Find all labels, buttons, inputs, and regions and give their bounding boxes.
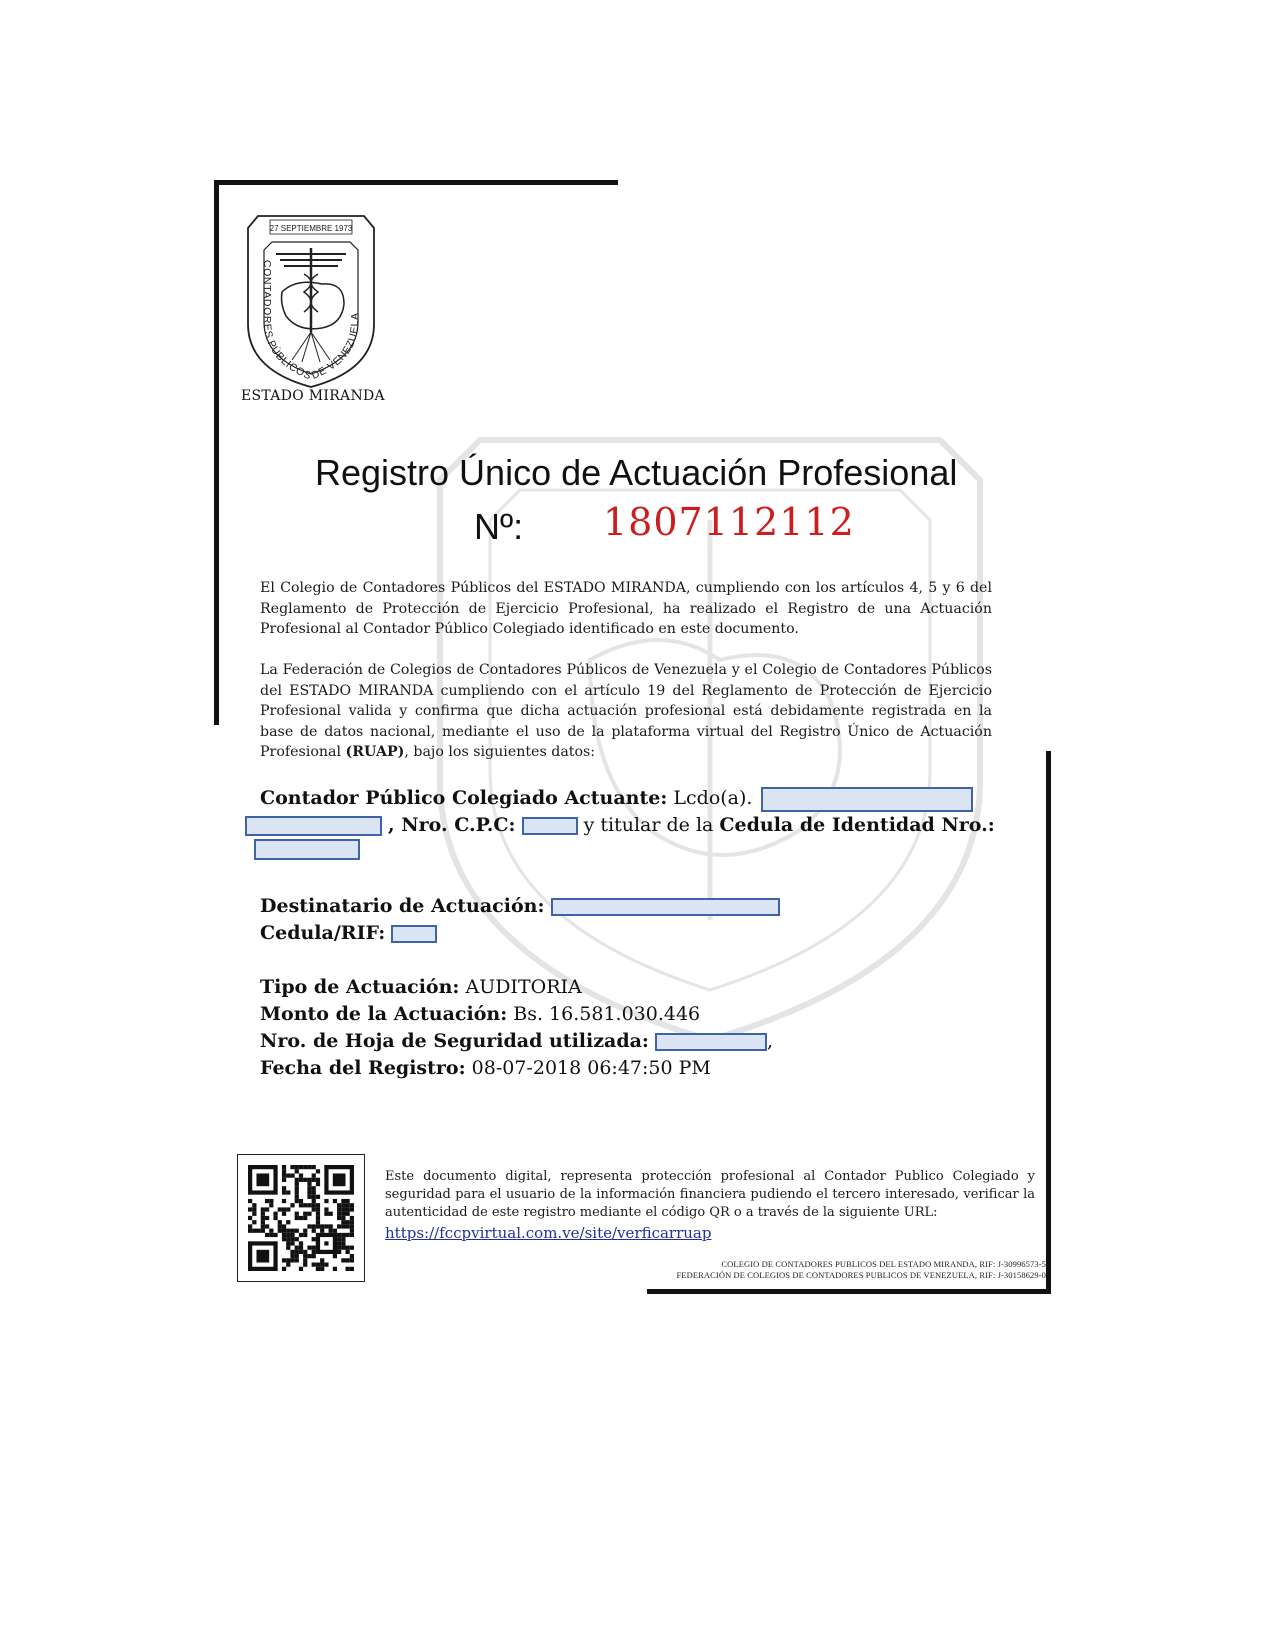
redacted-rif <box>391 925 437 943</box>
frame-right-line <box>1046 751 1051 1294</box>
redacted-cedula-number <box>254 839 360 860</box>
fecha-row <box>260 1055 711 1082</box>
rif-row <box>260 920 437 947</box>
rif-federacion: FEDERACIÓN DE COLEGIOS DE CONTADORES PUBLICOS DE VENEZUELA, RIF: J-30158629-0 <box>676 1270 1046 1280</box>
validation-paragraph-end: , bajo los siguientes datos: <box>404 744 596 760</box>
frame-top-line <box>214 180 618 185</box>
state-label: ESTADO MIRANDA <box>241 388 385 404</box>
cpc-row <box>245 812 995 839</box>
qr-code-pattern <box>248 1165 354 1271</box>
registry-number-label: Nº: <box>474 506 524 547</box>
redacted-contador-name <box>761 787 973 812</box>
qr-code[interactable] <box>237 1154 365 1282</box>
rif-lines <box>676 1259 1046 1281</box>
ruap-abbreviation: (RUAP) <box>345 744 405 760</box>
cpc-label: , Nro. C.P.C: <box>388 814 516 836</box>
cedula-label: Cedula de Identidad Nro.: <box>719 814 995 836</box>
contador-row <box>260 785 992 812</box>
titular-text: y titular de la <box>583 814 714 836</box>
contador-label: Contador Público Colegiado Actuante: <box>260 787 668 809</box>
verification-url-link[interactable]: https://fccpvirtual.com.ve/site/verficarruap <box>385 1224 712 1242</box>
verification-note: Este documento digital, representa protección profesional al Contador Publico Colegiado y seguridad para el usuario de la información financiera pudiendo el tercero interesado, verificar la autenticidad de este registro mediante el código QR o a través de la siguiente URL: <box>385 1169 1035 1220</box>
seal-date-text: 27 SEPTIEMBRE 1973 <box>269 224 353 233</box>
seal-ring-text: CONTADORES PÚBLICOS DE VENEZUELA <box>260 259 362 384</box>
monto-value: Bs. 16.581.030.446 <box>513 1003 701 1025</box>
hoja-suffix: , <box>766 1030 774 1052</box>
fecha-label: Fecha del Registro: <box>260 1057 466 1079</box>
tipo-row <box>260 974 582 1001</box>
monto-row <box>260 1001 700 1028</box>
rif-label: Cedula/RIF: <box>260 922 386 944</box>
colegio-seal-emblem <box>244 212 378 388</box>
registry-number-value: 1807112112 <box>603 500 855 544</box>
redacted-contador-surname <box>245 816 382 836</box>
page-title: Registro Único de Actuación Profesional <box>315 452 958 493</box>
validation-paragraph <box>260 660 992 763</box>
redacted-hoja-number <box>655 1033 767 1051</box>
destinatario-row <box>260 893 780 920</box>
frame-bottom-line <box>647 1289 1051 1294</box>
hoja-row <box>260 1028 773 1055</box>
redacted-destinatario <box>551 898 780 916</box>
frame-left-line <box>214 180 219 725</box>
intro-paragraph: El Colegio de Contadores Públicos del ESTADO MIRANDA, cumpliendo con los artículos 4, 5 y 6 del Reglamento de Protección de Ejercicio Profesional, ha realizado el Registro de una Actuación Profesional al Contador Público Colegiado identificado en este documento. <box>260 580 992 637</box>
tipo-label: Tipo de Actuación: <box>260 976 460 998</box>
rif-colegio: COLEGIO DE CONTADORES PUBLICOS DEL ESTADO MIRANDA, RIF: J-30996573-5 <box>721 1259 1046 1269</box>
destinatario-label: Destinatario de Actuación: <box>260 895 545 917</box>
monto-label: Monto de la Actuación: <box>260 1003 508 1025</box>
tipo-value: AUDITORIA <box>465 976 582 998</box>
validation-paragraph-text: La Federación de Colegios de Contadores Públicos de Venezuela y el Colegio de Contadores Públicos del ESTADO MIRANDA cumpliendo con el artículo 19 del Reglamento de Protección de Ejercicio Profesional valida y confirma que dicha actuación profesional está debidamente registrada en la base de datos nacional, mediante el uso de la plataforma virtual del Registro Único de Actuación Profesional <box>260 662 992 760</box>
hoja-label: Nro. de Hoja de Seguridad utilizada: <box>260 1030 649 1052</box>
redacted-cpc-number <box>522 817 578 835</box>
contador-prefix: Lcdo(a). <box>673 787 753 809</box>
fecha-value: 08-07-2018 06:47:50 PM <box>471 1057 711 1079</box>
